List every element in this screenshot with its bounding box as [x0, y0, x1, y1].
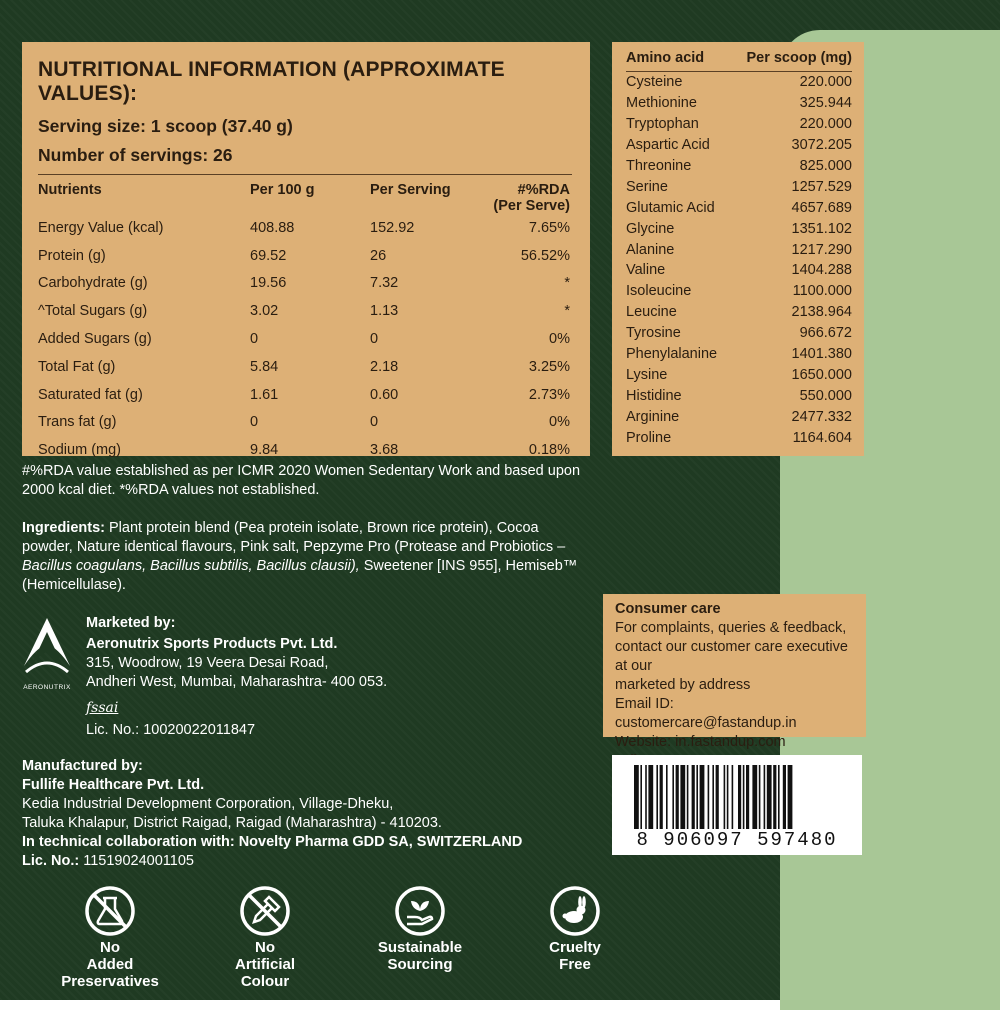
barcode-bar [712, 765, 714, 829]
hand-leaf-icon [394, 885, 446, 937]
amino-acid-name: Histidine [626, 387, 682, 404]
barcode-bar [752, 765, 757, 829]
amino-row [626, 302, 852, 323]
badge-line: No [255, 939, 275, 956]
manufactured-label: Manufactured by: [22, 758, 143, 774]
per-serving-value: 0 [370, 414, 379, 431]
nutrient-name: Carbohydrate (g) [38, 275, 148, 292]
consumer-care-line1: For complaints, queries & feedback, [615, 620, 847, 636]
rda-note [22, 462, 582, 500]
amino-row [626, 406, 852, 427]
nutrition-rows [38, 214, 572, 464]
barcode-bar [660, 765, 663, 829]
amino-row [626, 135, 852, 156]
nutrition-row [38, 436, 572, 464]
rda-value: 56.52% [520, 247, 570, 264]
header-per-100g: Per 100 g [250, 182, 315, 198]
nutrient-name: Saturated fat (g) [38, 386, 143, 403]
amino-acid-name: Tyrosine [626, 325, 681, 342]
header-rda [490, 175, 572, 214]
amino-acid-name: Phenylalanine [626, 346, 718, 363]
per-serving-value: 7.32 [370, 275, 399, 292]
nutrition-row [38, 242, 572, 270]
amino-row [626, 260, 852, 281]
consumer-care-email: Email ID: customercare@fastandup.in [615, 696, 797, 731]
amino-row [626, 239, 852, 260]
amino-acid-value: 220.000 [799, 116, 852, 133]
amino-acid-name: Isoleucine [626, 283, 692, 300]
per-serving-value: 3.68 [370, 442, 399, 459]
manufactured-by [22, 757, 582, 871]
header-nutrients: Nutrients [38, 182, 102, 198]
amino-acid-value: 1217.290 [791, 241, 852, 258]
amino-acid-name: Tryptophan [626, 116, 699, 133]
per-100g-value: 408.88 [250, 219, 295, 236]
consumer-care-line2: contact our customer care executive at our [615, 639, 848, 674]
dropper-crossed-icon [239, 885, 291, 937]
amino-acid-value: 2138.964 [791, 304, 852, 321]
amino-row [626, 93, 852, 114]
manufactured-license-value: 11519024001105 [79, 853, 194, 869]
amino-acid-name: Cysteine [626, 74, 683, 91]
ingredients-italic: Bacillus coagulans, Bacillus subtilis, Bacillus clausii), [22, 558, 360, 574]
badge-line: Sourcing [387, 956, 453, 973]
per-serving-value: 0 [370, 331, 379, 348]
consumer-care-line3: marketed by address [615, 677, 751, 693]
barcode-bar [634, 765, 639, 829]
header-per-serving: Per Serving [370, 182, 451, 198]
marketed-company: Aeronutrix Sports Products Pvt. Ltd. [86, 636, 338, 652]
per-100g-value: 9.84 [250, 442, 279, 459]
amino-row [626, 364, 852, 385]
nutrition-header-row [38, 175, 572, 214]
per-serving-value: 2.18 [370, 358, 399, 375]
servings-count: Number of servings: 26 [38, 145, 233, 165]
amino-row [626, 176, 852, 197]
amino-acid-value: 4657.689 [791, 199, 852, 216]
nutrition-heading: NUTRITIONAL INFORMATION (APPROXIMATE VALUES): [38, 58, 505, 105]
amino-acid-value: 1351.102 [791, 220, 852, 237]
manufactured-address-1: Kedia Industrial Development Corporation, Village-Dheku, [22, 796, 394, 812]
amino-acid-value: 325.944 [799, 95, 852, 112]
amino-acid-value: 1100.000 [792, 283, 852, 300]
rda-value: 0.18% [528, 442, 570, 459]
amino-row [626, 72, 852, 93]
barcode-bar [778, 765, 780, 829]
header-rda-line1: #%RDA [517, 182, 570, 198]
amino-acid-name: Serine [626, 178, 668, 195]
amino-row [626, 427, 852, 448]
nutrition-panel [22, 42, 590, 459]
marketed-license: Lic. No.: 10020022011847 [86, 722, 256, 738]
per-100g-value: 0 [250, 331, 259, 348]
amino-rows [626, 72, 852, 449]
amino-header-row [626, 50, 852, 72]
per-100g-value: 0 [250, 414, 259, 431]
manufactured-license-label: Lic. No.: [22, 853, 80, 869]
barcode-bar [680, 765, 685, 829]
rda-value: * [564, 303, 570, 320]
nutrient-name: Protein (g) [38, 247, 106, 264]
marketed-address-2: Andheri West, Mumbai, Maharashtra- 400 053. [86, 674, 388, 690]
per-100g-value: 5.84 [250, 358, 279, 375]
manufactured-company: Fullife Healthcare Pvt. Ltd. [22, 777, 205, 793]
badge-line: Added [86, 956, 134, 973]
barcode-bar [783, 765, 786, 829]
aeronutrix-logo-icon [16, 614, 78, 694]
amino-acid-value: 1401.380 [791, 346, 852, 363]
ingredients-label: Ingredients: [22, 520, 105, 536]
nutrient-name: Energy Value (kcal) [38, 219, 164, 236]
badge-label [55, 939, 165, 990]
amino-acid-name: Alanine [626, 241, 675, 258]
barcode-bar [672, 765, 674, 829]
nutrition-row [38, 381, 572, 409]
ingredients-text-2: Sweetener [INS 955], Hemiseb™ (Hemicellulase). [22, 558, 578, 593]
badge-line: Sustainable [377, 939, 463, 956]
consumer-care-panel [603, 594, 866, 750]
amino-row [626, 323, 852, 344]
barcode-bar [692, 765, 695, 829]
nutrition-row [38, 297, 572, 325]
logo-wordmark: AERONUTRIX [23, 684, 71, 691]
marketed-address-1: 315, Woodrow, 19 Veera Desai Road, [86, 655, 329, 671]
amino-acid-name: Valine [626, 262, 666, 279]
amino-acid-value: 220.000 [799, 74, 852, 91]
per-serving-value: 0.60 [370, 386, 399, 403]
rda-value: 7.65% [528, 219, 570, 236]
amino-acid-value: 1404.288 [791, 262, 852, 279]
amino-panel [612, 42, 864, 456]
badge-line: Preservatives [61, 973, 159, 990]
amino-row [626, 344, 852, 365]
barcode-number: 8 906097 597480 [636, 829, 838, 851]
amino-acid-value: 550.000 [799, 387, 852, 404]
per-serving-value: 1.13 [370, 303, 399, 320]
rda-value: 0% [549, 414, 570, 431]
amino-row [626, 156, 852, 177]
barcode-bar [767, 765, 772, 829]
rda-note-line2: 2000 kcal diet. *%RDA values not established. [22, 482, 320, 498]
amino-acid-name: Aspartic Acid [626, 137, 710, 154]
barcode-bar [727, 765, 729, 829]
barcode-bar [764, 765, 766, 829]
marketed-by [86, 614, 586, 692]
nutrition-table [38, 175, 572, 464]
amino-acid-value: 825.000 [799, 158, 852, 174]
rda-note-line1: #%RDA value established as per ICMR 2020 Women Sedentary Work and based upon [22, 463, 581, 479]
nutrient-name: Added Sugars (g) [38, 331, 152, 348]
badge-line: Cruelty [549, 939, 601, 956]
amino-row [626, 197, 852, 218]
barcode-bar [759, 765, 761, 829]
barcode-bar [708, 765, 710, 829]
manufactured-license [22, 852, 582, 871]
header-rda-line2: (Per Serve) [493, 198, 570, 214]
per-100g-value: 19.56 [250, 275, 287, 292]
serving-size: Serving size: 1 scoop (37.40 g) [38, 116, 293, 136]
badge-label [365, 939, 475, 973]
amino-acid-name: Glutamic Acid [626, 199, 715, 216]
nutrition-row [38, 325, 572, 353]
amino-acid-value: 2477.332 [791, 408, 852, 425]
badge-cruelty-free [520, 885, 630, 973]
rda-value: 2.73% [528, 386, 570, 403]
header-per-scoop: Per scoop (mg) [731, 50, 852, 72]
per-100g-value: 69.52 [250, 247, 287, 264]
barcode-bar [743, 765, 745, 829]
ingredients [22, 519, 590, 595]
badge-label [520, 939, 630, 973]
barcode-bar [716, 765, 719, 829]
badge-no-artificial-colour [210, 885, 320, 990]
nutrient-name: ^Total Sugars (g) [38, 303, 148, 320]
rda-value: 0% [549, 331, 570, 348]
barcode-bar [687, 765, 689, 829]
badge-label [210, 939, 320, 990]
rda-value: 3.25% [528, 358, 570, 375]
barcode-bar [724, 765, 726, 829]
amino-acid-name: Threonine [626, 158, 692, 174]
amino-acid-value: 1164.604 [792, 429, 852, 446]
header-amino-acid: Amino acid [626, 50, 731, 72]
amino-row [626, 385, 852, 406]
rda-value: * [564, 275, 570, 292]
barcode-bar [700, 765, 705, 829]
barcode-bar [738, 765, 741, 829]
fssai-logo: fssai [86, 700, 119, 716]
amino-acid-name: Glycine [626, 220, 675, 237]
amino-acid-value: 1650.000 [791, 366, 852, 383]
barcode-bar [773, 765, 776, 829]
per-100g-value: 1.61 [250, 386, 279, 403]
badge-line: No [100, 939, 120, 956]
barcode-bar [656, 765, 658, 829]
barcode-bar [645, 765, 647, 829]
amino-acid-name: Leucine [626, 304, 677, 321]
nutrition-row [38, 214, 572, 242]
consumer-care-title: Consumer care [615, 601, 721, 617]
badge-no-preservatives [55, 885, 165, 990]
badge-line: Colour [240, 973, 290, 990]
nutrient-name: Total Fat (g) [38, 358, 116, 375]
nutrition-row [38, 409, 572, 437]
per-serving-value: 152.92 [370, 219, 415, 236]
amino-acid-value: 3072.205 [791, 137, 852, 154]
barcode-bar [788, 765, 793, 829]
nutrient-name: Trans fat (g) [38, 414, 117, 431]
nutrient-name: Sodium (mg) [38, 442, 121, 459]
amino-acid-name: Methionine [626, 95, 697, 112]
per-serving-value: 26 [370, 247, 387, 264]
ingredients-text-1: Plant protein blend (Pea protein isolate, Brown rice protein), Cocoa powder, Nature identical flavours, Pink salt, Pepzyme Pro (Protease and Probiotics – [22, 520, 566, 555]
amino-acid-name: Proline [626, 429, 672, 446]
rabbit-icon [549, 885, 601, 937]
aeronutrix-logo [16, 614, 78, 694]
barcode [612, 755, 862, 855]
amino-table [626, 50, 852, 448]
flask-crossed-icon [84, 885, 136, 937]
manufactured-address-2: Taluka Khalapur, District Raigad, Raigad (Maharashtra) - 410203. [22, 815, 442, 831]
barcode-bar [648, 765, 653, 829]
consumer-care-website: Website: in.fastandup.com [615, 734, 786, 750]
amino-row [626, 281, 852, 302]
amino-acid-name: Arginine [626, 408, 680, 425]
amino-row [626, 114, 852, 135]
amino-row [626, 218, 852, 239]
barcode-bar [732, 765, 734, 829]
nutrition-row [38, 353, 572, 381]
barcode-bar [676, 765, 679, 829]
amino-acid-name: Lysine [626, 366, 668, 383]
marketed-label: Marketed by: [86, 615, 176, 631]
badge-line: Artificial [234, 956, 295, 973]
badge-sustainable-sourcing [365, 885, 475, 973]
barcode-bar [666, 765, 668, 829]
barcode-bar [696, 765, 698, 829]
nutrition-row [38, 270, 572, 298]
barcode-bar [746, 765, 749, 829]
per-100g-value: 3.02 [250, 303, 279, 320]
collaboration: In technical collaboration with: Novelty Pharma GDD SA, SWITZERLAND [22, 834, 523, 850]
amino-acid-value: 966.672 [799, 325, 852, 342]
amino-acid-value: 1257.529 [791, 178, 852, 195]
barcode-bar [640, 765, 642, 829]
badge-line: Free [559, 956, 591, 973]
